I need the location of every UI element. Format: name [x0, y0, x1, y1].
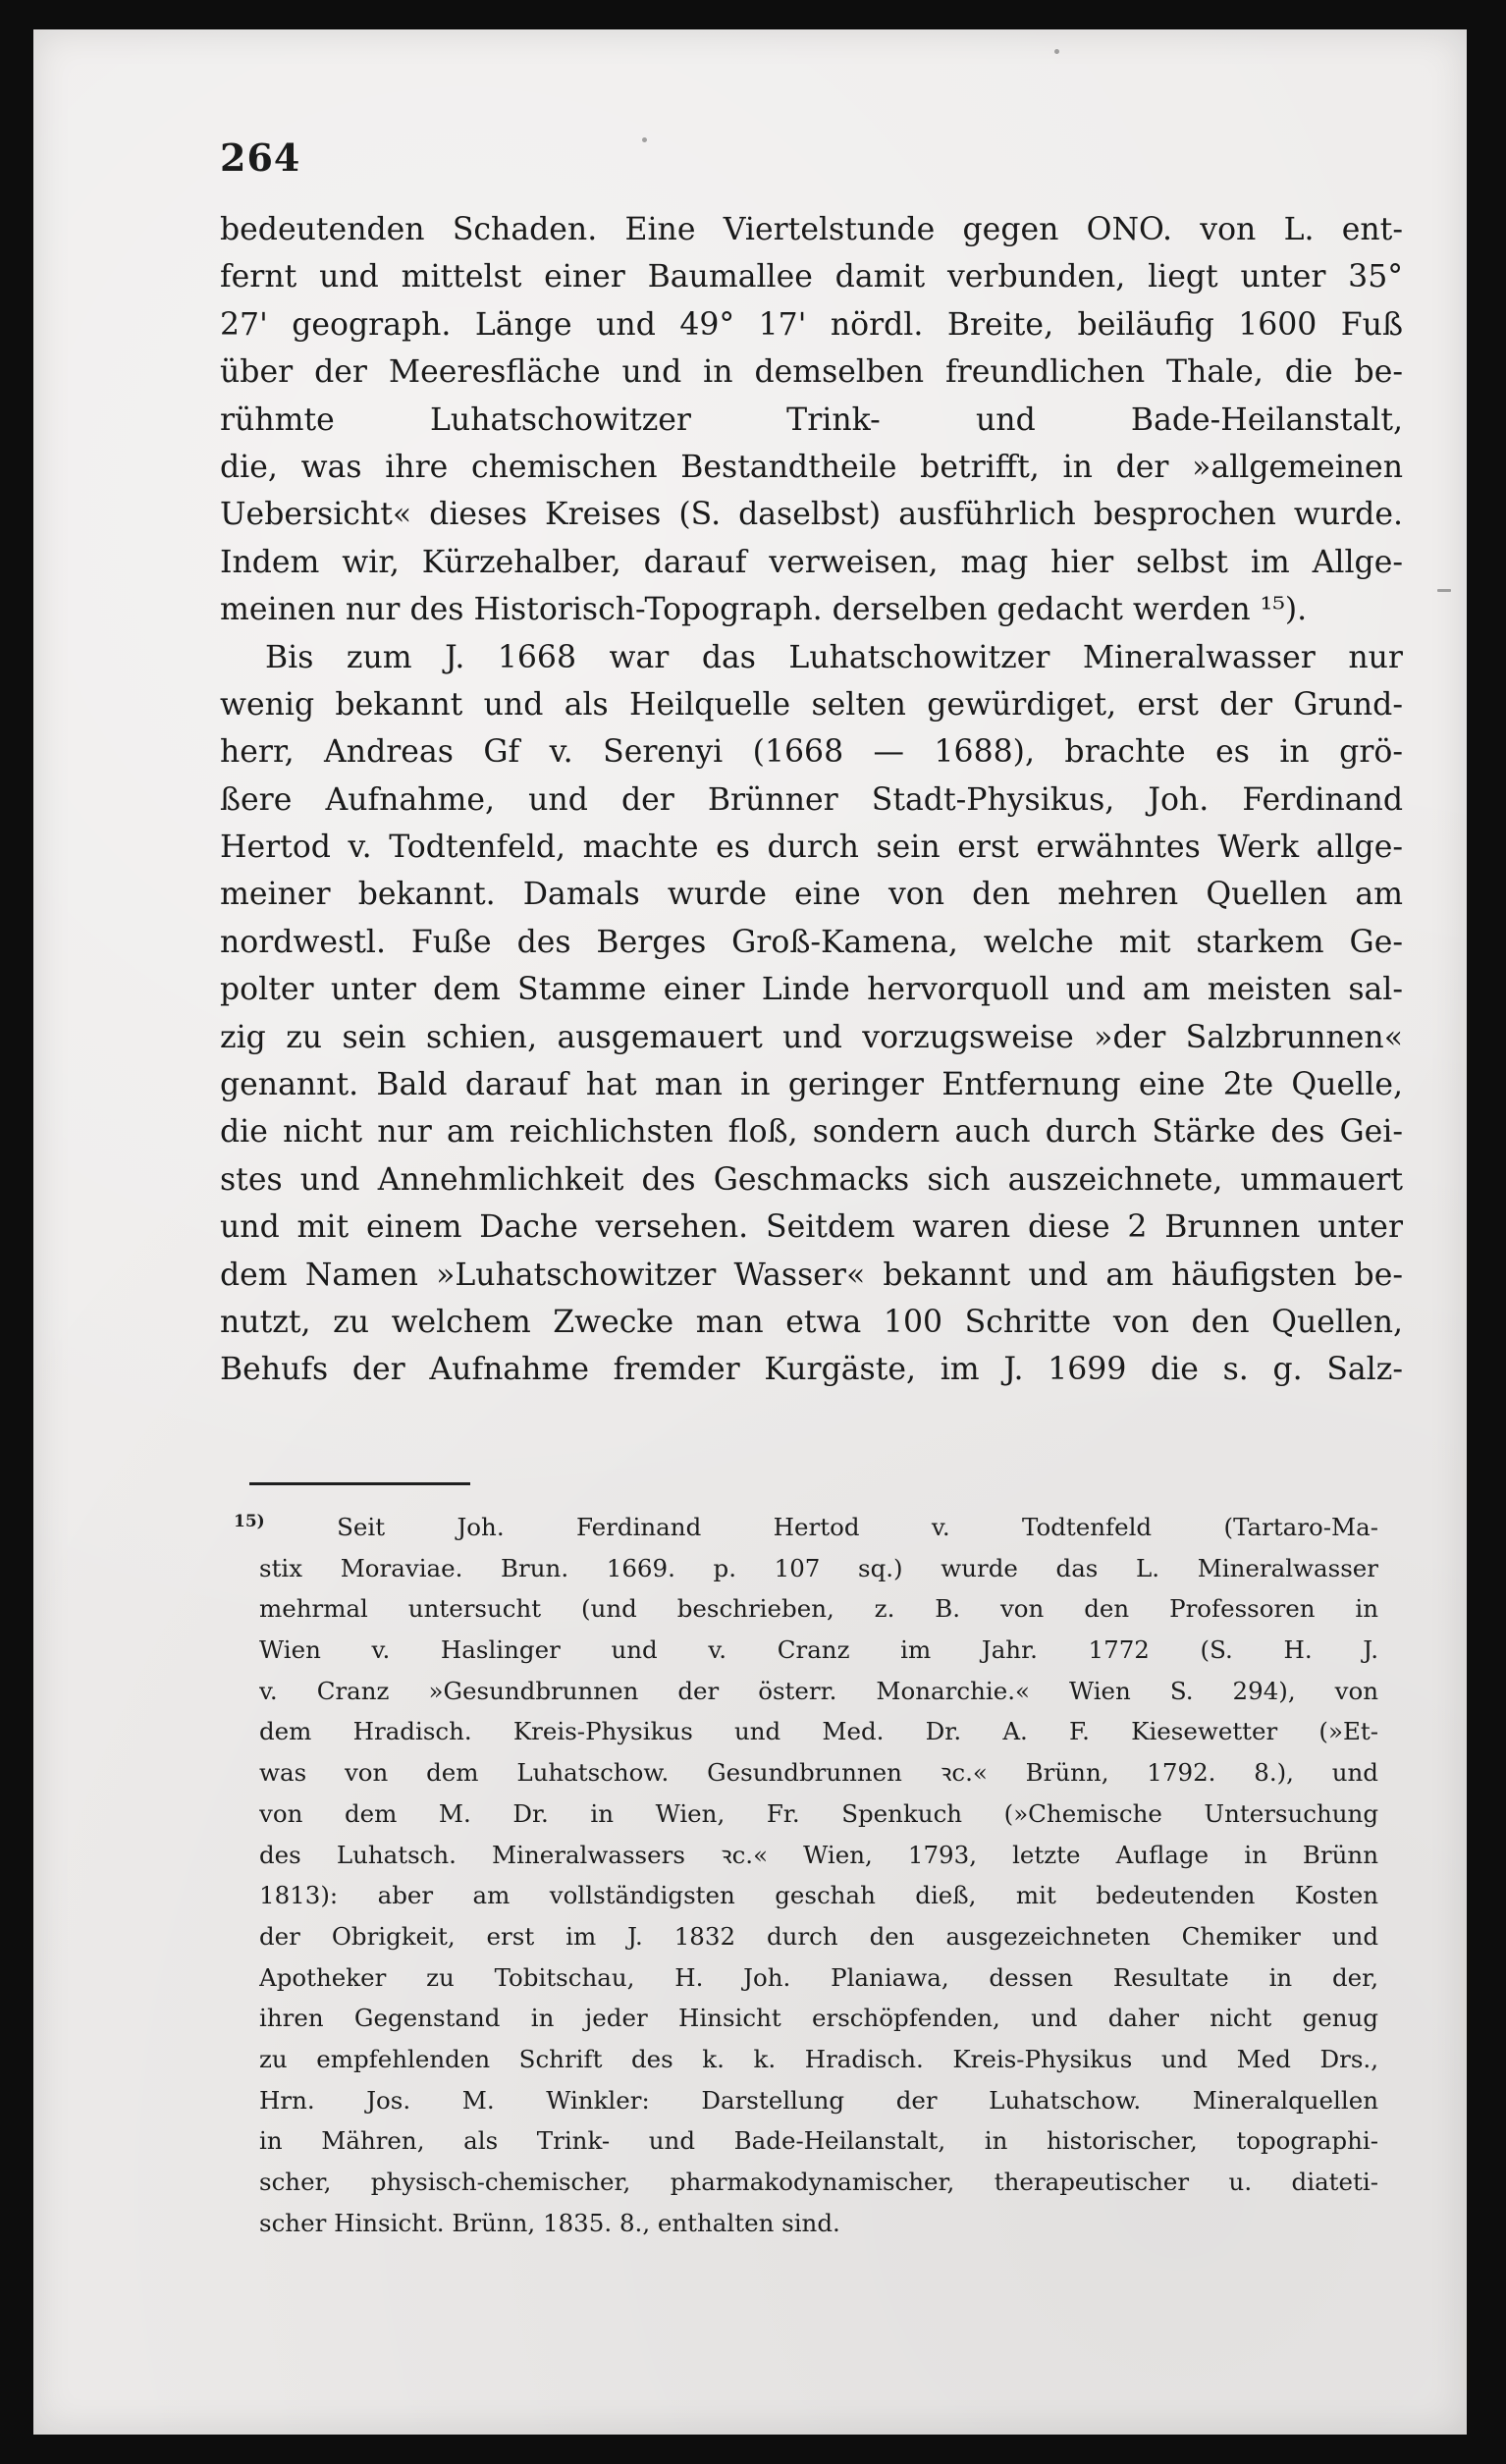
- footnote-line: dem Hradisch. Kreis-Physikus und Med. Dr. A. F. Kiesewetter (»Et-: [259, 1717, 1378, 1746]
- text-line: nordwestl. Fuße des Berges Groß-Kamena, welche mit starkem Ge-: [220, 924, 1403, 960]
- text-line: 27' geograph. Länge und 49° 17' nördl. Breite, beiläufig 1600 Fuß: [220, 306, 1403, 343]
- text-line: Hertod v. Todtenfeld, machte es durch sein erst erwähntes Werk allge-: [220, 830, 1403, 866]
- text-line: genannt. Bald darauf hat man in geringer Entfernung eine 2te Quelle,: [220, 1067, 1403, 1103]
- text-line: ßere Aufnahme, und der Brünner Stadt-Physikus, Joh. Ferdinand: [220, 781, 1403, 818]
- footnote-line: v. Cranz »Gesundbrunnen der österr. Monarchie.« Wien S. 294), von: [259, 1676, 1378, 1705]
- footnote-line: [234, 1507, 1378, 1548]
- footnote-line: der Obrigkeit, erst im J. 1832 durch den ausgezeichneten Chemiker und: [259, 1921, 1378, 1951]
- text-line: herr, Andreas Gf v. Serenyi (1668 — 1688), brachte es in grö-: [220, 734, 1403, 771]
- footnote-line: in Mähren, als Trink- und Bade-Heilanstalt, in historischer, topographi-: [259, 2126, 1378, 2156]
- text-line: Indem wir, Kürzehalber, darauf verweisen, mag hier selbst im Allge-: [220, 544, 1403, 580]
- footnote-text: Seit Joh. Ferdinand Hertod v. Todtenfeld (Tartaro-Ma-: [337, 1513, 1378, 1541]
- footnote-line: zu empfehlenden Schrift des k. k. Hradisch. Kreis-Physikus und Med Drs.,: [259, 2044, 1378, 2073]
- footnote-line: scher Hinsicht. Brünn, 1835. 8., enthalten sind.: [259, 2208, 840, 2237]
- text-line: dem Namen »Luhatschowitzer Wasser« bekannt und am häufigsten be-: [220, 1257, 1403, 1293]
- footnote-marker: 15): [234, 1511, 265, 1531]
- footnote-line: stix Moraviae. Brun. 1669. p. 107 sq.) wurde das L. Mineralwasser: [259, 1553, 1378, 1582]
- text-line: Uebersicht« dieses Kreises (S. daselbst) ausführlich besprochen wurde.: [220, 497, 1403, 533]
- text-line: die, was ihre chemischen Bestandtheile betrifft, in der »allgemeinen: [220, 449, 1403, 485]
- footnote-rule: [249, 1482, 470, 1485]
- footnote-block: [234, 1507, 1378, 2243]
- text-line: polter unter dem Stamme einer Linde hervorquoll und am meisten sal-: [220, 972, 1403, 1008]
- text-line: Behufs der Aufnahme fremder Kurgäste, im J. 1699 die s. g. Salz-: [220, 1352, 1403, 1388]
- text-line: stes und Annehmlichkeit des Geschmacks sich auszeichnete, ummauert: [220, 1161, 1403, 1198]
- footnote-line: Apotheker zu Tobitschau, H. Joh. Planiawa, dessen Resultate in der,: [259, 1962, 1378, 1992]
- text-line: zig zu sein schien, ausgemauert und vorzugsweise »der Salzbrunnen«: [220, 1019, 1403, 1055]
- footnote-line: ihren Gegenstand in jeder Hinsicht erschöpfenden, und daher nicht genug: [259, 2004, 1378, 2033]
- text-line: wenig bekannt und als Heilquelle selten gewürdiget, erst der Grund-: [220, 686, 1403, 723]
- footnote-line: mehrmal untersucht (und beschrieben, z. B. von den Professoren in: [259, 1594, 1378, 1624]
- paper-speck: [642, 137, 647, 142]
- text-line: über der Meeresfläche und in demselben freundlichen Thale, die be-: [220, 354, 1403, 391]
- text-line: die nicht nur am reichlichsten floß, sondern auch durch Stärke des Gei-: [220, 1114, 1403, 1151]
- paper-speck: [1437, 589, 1451, 592]
- text-line: fernt und mittelst einer Baumallee damit verbunden, liegt unter 35°: [220, 259, 1403, 295]
- text-line: bedeutenden Schaden. Eine Viertelstunde gegen ONO. von L. ent-: [220, 212, 1403, 247]
- footnote-line: Hrn. Jos. M. Winkler: Darstellung der Luhatschow. Mineralquellen: [259, 2085, 1378, 2115]
- text-line: nutzt, zu welchem Zwecke man etwa 100 Schritte von den Quellen,: [220, 1304, 1403, 1340]
- book-page: [33, 29, 1467, 2435]
- text-line: meiner bekannt. Damals wurde eine von den mehren Quellen am: [220, 877, 1403, 913]
- footnote-line: scher, physisch-chemischer, pharmakodynamischer, therapeutischer u. diateti-: [259, 2168, 1378, 2196]
- text-line: rühmte Luhatschowitzer Trink- und Bade-Heilanstalt,: [220, 402, 1403, 438]
- footnote-line: von dem M. Dr. in Wien, Fr. Spenkuch (»Chemische Untersuchung: [259, 1798, 1378, 1828]
- text-line: und mit einem Dache versehen. Seitdem waren diese 2 Brunnen unter: [220, 1209, 1403, 1246]
- footnote-line: 1813): aber am vollständigsten geschah dieß, mit bedeutenden Kosten: [259, 1881, 1378, 1910]
- footnote-line: des Luhatsch. Mineralwassers ꝛc.« Wien, 1793, letzte Auflage in Brünn: [259, 1840, 1378, 1869]
- main-text: [220, 206, 1403, 1394]
- text-line: meinen nur des Historisch-Topograph. derselben gedacht werden ¹⁵).: [220, 592, 1308, 628]
- footnote-line: was von dem Luhatschow. Gesundbrunnen ꝛc.« Brünn, 1792. 8.), und: [259, 1758, 1378, 1788]
- footnote-line: Wien v. Haslinger und v. Cranz im Jahr. 1772 (S. H. J.: [259, 1635, 1378, 1665]
- paper-speck: [1054, 49, 1059, 54]
- page-number: 264: [220, 135, 301, 180]
- paragraph-start: Bis zum J. 1668 war das Luhatschowitzer Mineralwasser nur: [265, 639, 1403, 675]
